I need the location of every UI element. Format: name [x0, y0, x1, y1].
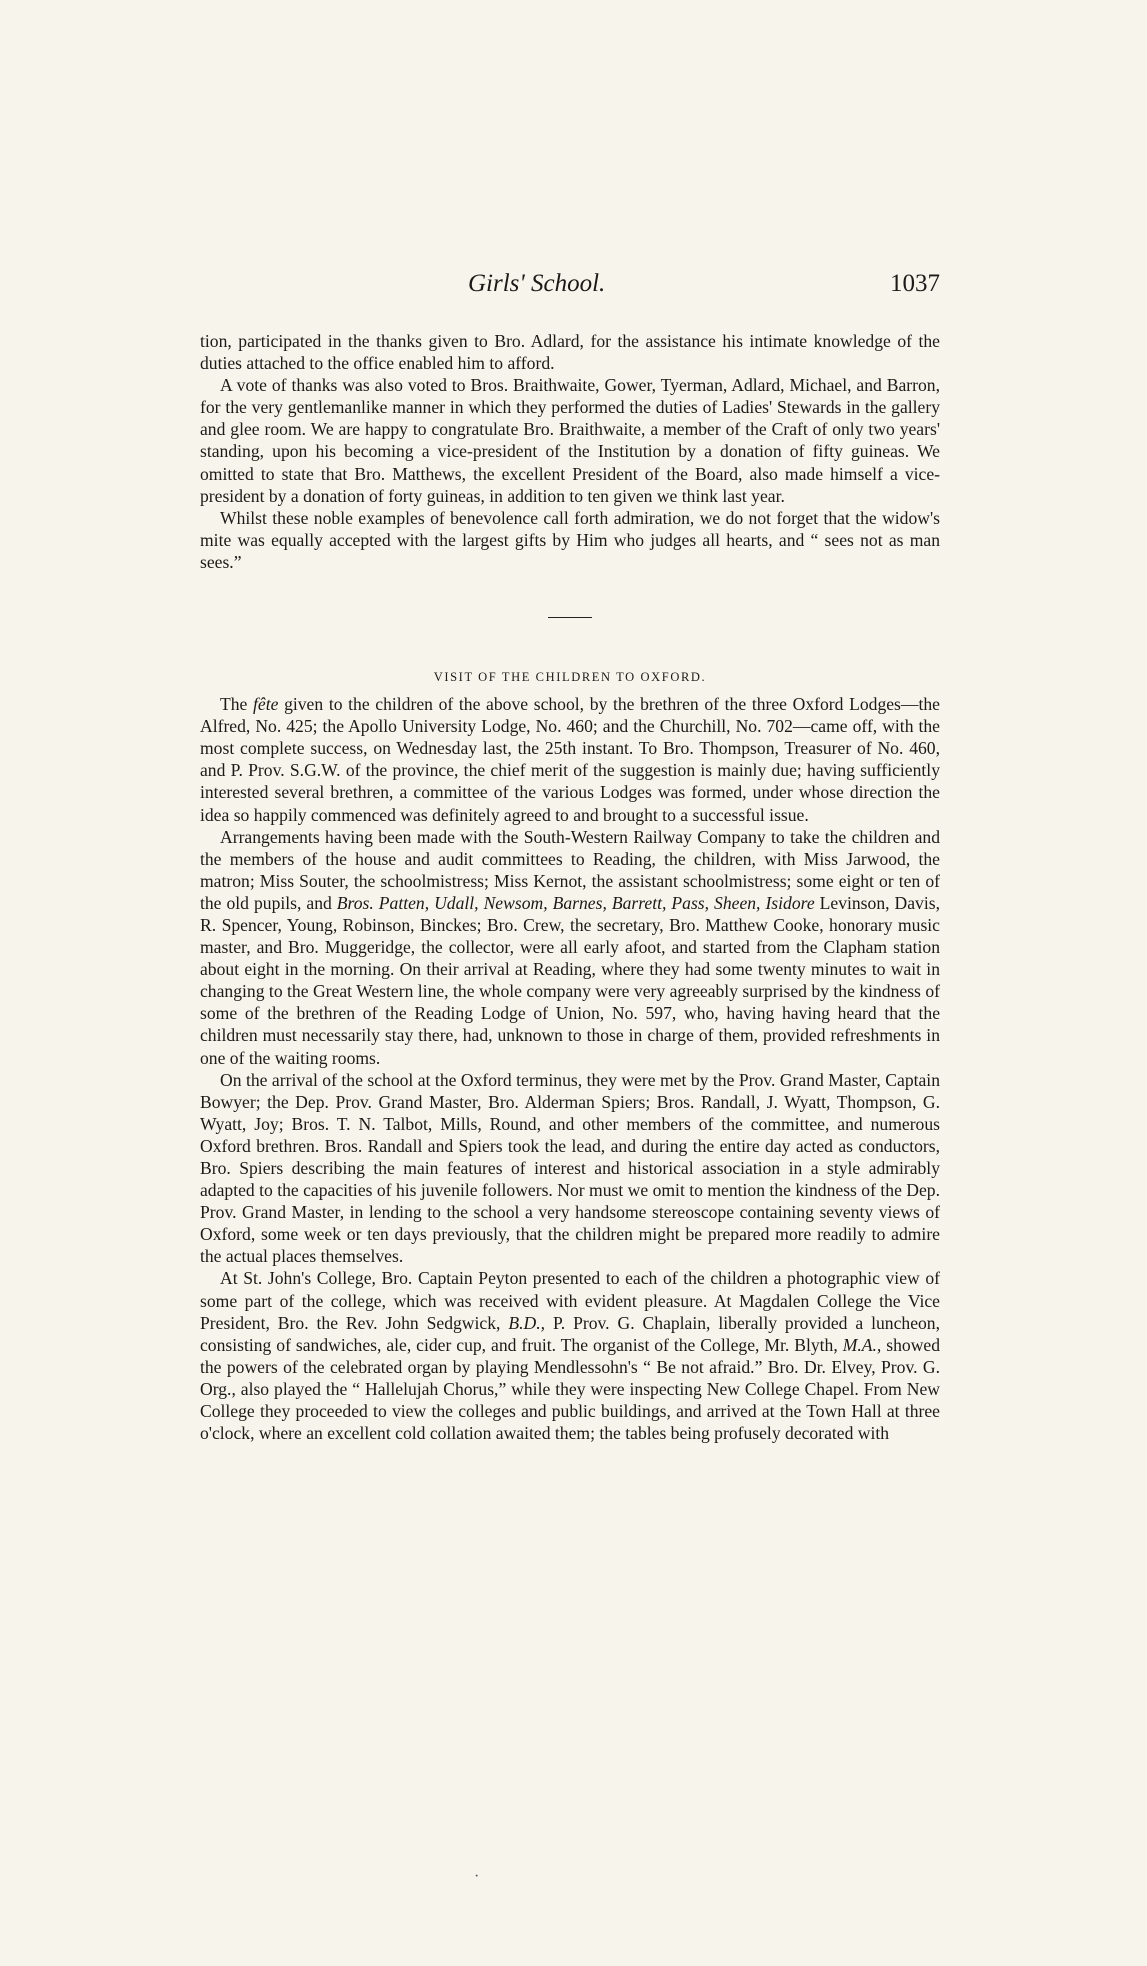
page-header [200, 270, 940, 306]
paragraph: A vote of thanks was also voted to Bros. Braithwaite, Gower, Tyerman, Adlard, Michael, and Barron, for the very gentlemanlike manner in which they performed the duties of Ladies' Stewards in the gallery and glee room. We are happy to congratulate Bro. Braithwaite, a member of the Craft of only two years' standing, upon his becoming a vice-president of the Institution by a donation of fifty guineas. We omitted to state that Bro. Matthews, the excellent President of the Board, also made himself a vice-president by a donation of forty guineas, in addition to ten given we think last year. [200, 375, 940, 506]
italic-names: Bros. Patten, Udall, Newsom, Barnes, Barrett, Pass, Sheen, Isidore [336, 892, 815, 913]
opening-word: The [220, 694, 248, 715]
paragraph: Whilst these noble examples of benevolence call forth admiration, we do not forget that the widow's mite was equally accepted with the largest gifts by Him who judges all hearts, and “ sees not as man sees.” [200, 507, 940, 572]
section-heading: VISIT OF THE CHILDREN TO OXFORD. [433, 670, 707, 685]
paragraph: tion, participated in the thanks given to Bro. Adlard, for the assistance his intimate knowledge of the duties attached to the office enabled him to afford. [200, 331, 940, 374]
paragraph [200, 1267, 940, 1444]
page-number: 1037 [890, 270, 940, 297]
paragraph [200, 826, 940, 1069]
page-mark: · [474, 1868, 480, 1885]
section-divider [548, 617, 592, 618]
running-title: Girls' School. [468, 270, 606, 297]
paragraph-text: given to the children of the above school, by the brethren of the three Oxford Lodges—the Alfred, No. 425; the Apollo University Lodge, No. 460; and the Churchill, No. 702—came off, with the most complete success, on Wednesday last, the 25th instant. To Bro. Thompson, Treasurer of No. 460, and P. Prov. S.G.W. of the province, the chief merit of the suggestion is mainly due; having sufficiently interested several brethren, a committee of the various Lodges was formed, under whose direction the idea so happily commenced was definitely agreed to and brought to a successful issue. [200, 694, 940, 825]
paragraph-text: Arrangements having been made with the South-Western Railway Company to take the children and the members of the house and audit committees to Reading, the children, with Miss Jarwood, the matron; Miss Souter, the schoolmistress; Miss Kernot, the assistant schoolmistress; some eight or ten of the old pupils, and [200, 826, 940, 913]
paragraph: On the arrival of the school at the Oxford terminus, they were met by the Prov. Grand Master, Captain Bowyer; the Dep. Prov. Grand Master, Bro. Alderman Spiers; Bros. Randall, J. Wyatt, Thompson, G. Wyatt, Joy; Bros. T. N. Talbot, Mills, Round, and other members of the committee, and numerous Oxford brethren. Bros. Randall and Spiers took the lead, and during the entire day acted as conductors, Bro. Spiers describing the main features of interest and historical association in a style admirably adapted to the capacities of his juvenile followers. Nor must we omit to mention the kindness of the Dep. Prov. Grand Master, in lending to the school a very handsome stereoscope containing seventy views of Oxford, some week or ten days previously, that the children might be prepared more readily to admire the actual places themselves. [200, 1069, 940, 1267]
paragraph-text: showed the powers of the celebrated organ by playing Mendlessohn's “ Be not afraid.” Bro. Dr. Elvey, Prov. G. Org., also played the “ Hallelujah Chorus,” while they were inspecting New College Chapel. From New College they proceeded to view the colleges and public buildings, and arrived at the Town Hall at three o'clock, where an excellent cold collation awaited them; the tables being profusely decorated with [200, 1334, 941, 1444]
italic-degree: B.D., [508, 1312, 545, 1333]
paragraph-text: P. Prov. G. Chaplain, liberally provided a luncheon, consisting of sandwiches, ale, cider cup, and fruit. The organist of the College, Mr. Blyth, [200, 1312, 941, 1355]
italic-word: fête [253, 694, 279, 715]
paragraph-text: Levinson, Davis, R. Spencer, Young, Robinson, Binckes; Bro. Crew, the secretary, Bro. Matthew Cooke, honorary music master, and Bro. Muggeridge, the collector, were all early afoot, and started from the Clapham station about eight in the morning. On their arrival at Reading, where they had some twenty minutes to wait in changing to the Great Western line, the whole company were very agreeably surprised by the kindness of some of the brethren of the Reading Lodge of Union, No. 597, who, having having heard that the children must necessarily stay there, had, unknown to those in charge of them, provided refreshments in one of the waiting rooms. [200, 892, 940, 1068]
paragraph [200, 693, 940, 826]
paragraph-text: At St. John's College, Bro. Captain Peyton presented to each of the children a photographic view of some part of the college, which was received with evident pleasure. At Magdalen College the Vice President, Bro. the Rev. John Sedgwick, [200, 1268, 940, 1333]
text-column [200, 330, 940, 1444]
italic-degree: M.A., [842, 1334, 882, 1355]
